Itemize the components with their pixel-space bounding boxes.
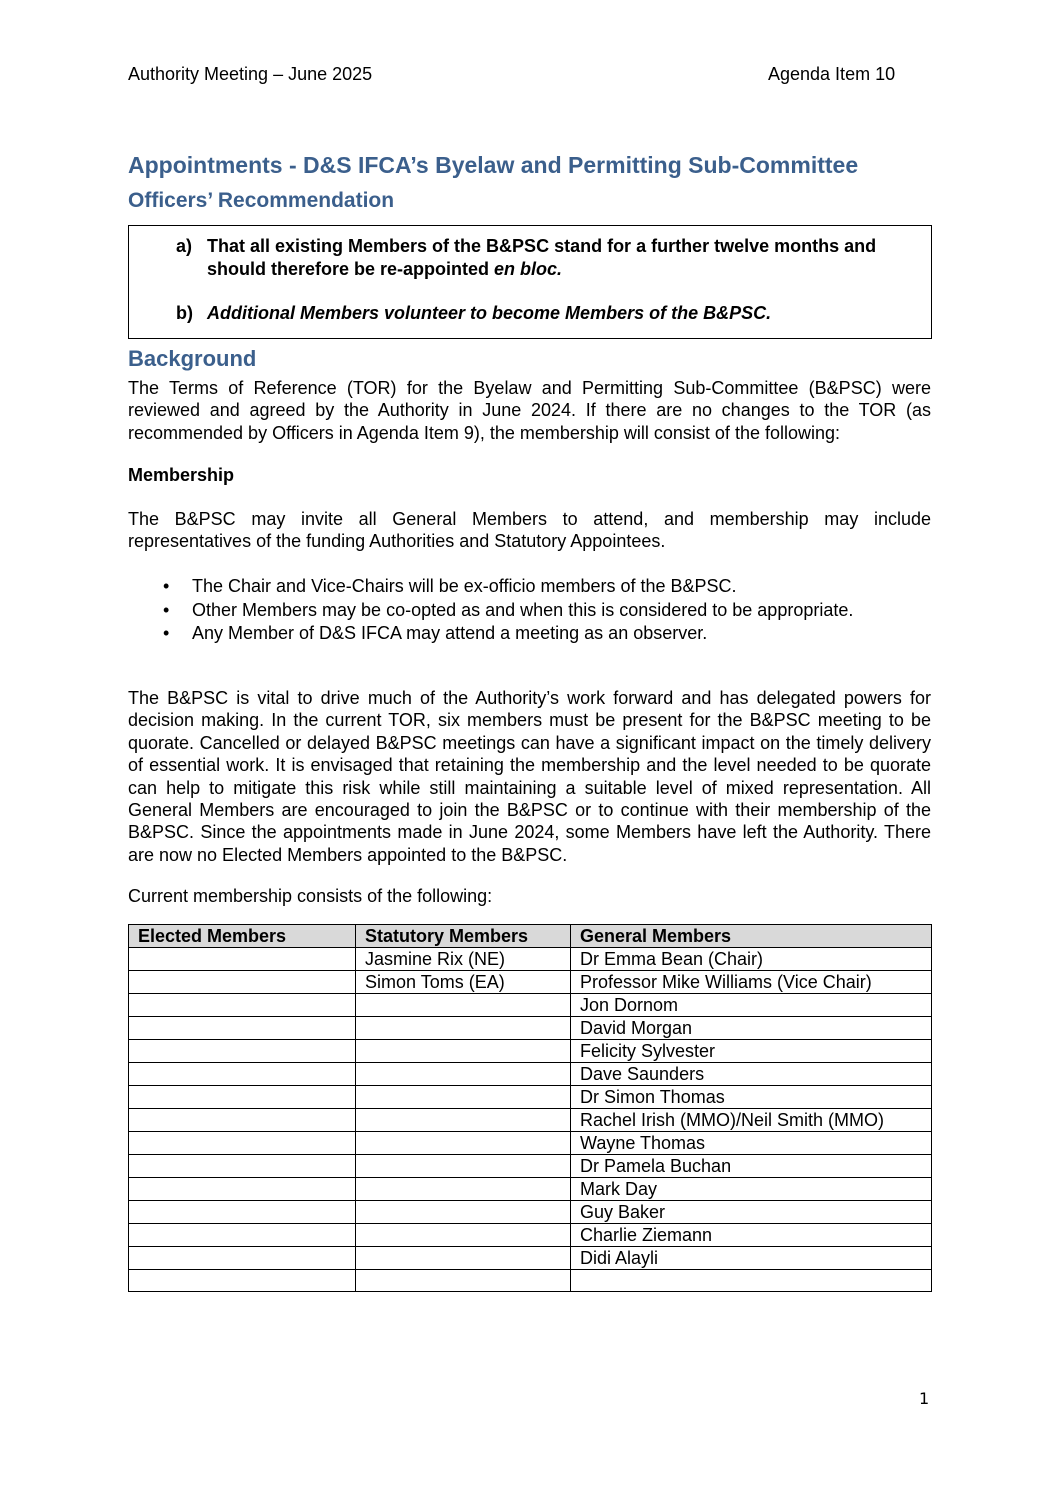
table-cell: David Morgan	[571, 1017, 932, 1040]
table-cell: Dr Simon Thomas	[571, 1086, 932, 1109]
table-cell: Professor Mike Williams (Vice Chair)	[571, 971, 932, 994]
column-header-statutory: Statutory Members	[356, 925, 571, 948]
table-row	[129, 1109, 932, 1132]
table-row	[129, 1063, 932, 1086]
list-item	[128, 599, 931, 623]
recommendation-label: b)	[176, 303, 193, 323]
table-cell: Mark Day	[571, 1178, 932, 1201]
bullet-icon: •	[163, 623, 170, 643]
table-cell	[356, 1040, 571, 1063]
table-cell: Rachel Irish (MMO)/Neil Smith (MMO)	[571, 1109, 932, 1132]
table-cell	[129, 1224, 356, 1247]
bullet-icon: •	[163, 599, 170, 620]
table-cell	[129, 1178, 356, 1201]
recommendation-box	[128, 225, 932, 339]
table-cell	[129, 1132, 356, 1155]
table-cell	[129, 971, 356, 994]
recommendation-text-main: That all existing Members of the B&PSC stand for a further twelve months and should therefore be re-appointed	[207, 236, 877, 279]
table-row	[129, 994, 932, 1017]
page-title: Appointments - D&S IFCA’s Byelaw and Permitting Sub-Committee	[128, 152, 859, 178]
table-row	[129, 1224, 932, 1247]
current-membership-intro: Current membership consists of the following:	[128, 886, 493, 906]
table-row	[129, 1270, 932, 1292]
table-cell	[129, 1270, 356, 1292]
table-row	[129, 1017, 932, 1040]
table-cell: Jasmine Rix (NE)	[356, 948, 571, 971]
table-cell	[356, 1063, 571, 1086]
column-header-general: General Members	[571, 925, 932, 948]
table-cell: Jon Dornom	[571, 994, 932, 1017]
table-cell: Dr Emma Bean (Chair)	[571, 948, 932, 971]
table-cell	[129, 1040, 356, 1063]
section-heading-recommendation: Officers’ Recommendation	[128, 189, 395, 212]
table-cell	[356, 1201, 571, 1224]
header-agenda-item: Agenda Item 10	[768, 64, 896, 84]
table-cell	[129, 1017, 356, 1040]
recommendation-text: Additional Members volunteer to become Members of the B&PSC.	[207, 303, 772, 323]
table-row	[129, 1247, 932, 1270]
membership-table	[128, 924, 932, 1292]
membership-bullet-list	[128, 575, 931, 646]
section-heading-background: Background	[128, 346, 257, 371]
table-cell	[129, 1247, 356, 1270]
table-cell: Simon Toms (EA)	[356, 971, 571, 994]
table-cell	[356, 1270, 571, 1292]
membership-paragraph: The B&PSC may invite all General Members to attend, and membership may include representatives of the funding Authorities and Statutory Appointees.	[128, 509, 931, 552]
bullet-icon: •	[163, 576, 170, 596]
table-cell	[129, 1109, 356, 1132]
table-row	[129, 1040, 932, 1063]
table-cell: Guy Baker	[571, 1201, 932, 1224]
header-meeting: Authority Meeting – June 2025	[128, 64, 373, 84]
table-cell: Charlie Ziemann	[571, 1224, 932, 1247]
recommendation-text	[207, 235, 927, 281]
table-cell	[129, 948, 356, 971]
table-row	[129, 1086, 932, 1109]
table-cell: Didi Alayli	[571, 1247, 932, 1270]
table-cell	[571, 1270, 932, 1292]
table-cell	[356, 1224, 571, 1247]
table-row	[129, 1155, 932, 1178]
table-row	[129, 948, 932, 971]
table-cell	[356, 1178, 571, 1201]
table-cell: Dave Saunders	[571, 1063, 932, 1086]
recommendation-label: a)	[176, 236, 193, 256]
table-cell	[356, 994, 571, 1017]
table-cell: Felicity Sylvester	[571, 1040, 932, 1063]
list-item-text: Any Member of D&S IFCA may attend a meeting as an observer.	[192, 623, 708, 643]
recommendation-text-italic: en bloc.	[494, 259, 563, 279]
table-row	[129, 971, 932, 994]
list-item-text: The Chair and Vice-Chairs will be ex-officio members of the B&PSC.	[192, 576, 737, 596]
table-cell	[129, 1155, 356, 1178]
background-paragraph: The Terms of Reference (TOR) for the Byelaw and Permitting Sub-Committee (B&PSC) were reviewed and agreed by the Authority in June 2024. If there are no changes to the TOR (as recommended by Officers in Agenda Item 9), the membership will consist of the following:	[128, 378, 931, 443]
table-row	[129, 1201, 932, 1224]
table-cell	[356, 1086, 571, 1109]
table-cell	[356, 1247, 571, 1270]
table-cell	[129, 1086, 356, 1109]
quorate-paragraph: The B&PSC is vital to drive much of the Authority’s work forward and has delegated powers for decision making. In the current TOR, six members must be present for the B&PSC meeting to be quorate. Cancelled or delayed B&PSC meetings can have a significant impact on the timely delivery of essential work. It is envisaged that retaining the membership and the level needed to be quorate can help to mitigate this risk while still maintaining a suitable level of mixed representation. All General Members are encouraged to join the B&PSC or to continue with their membership of the B&PSC. Since the appointments made in June 2024, some Members have left the Authority. There are now no Elected Members appointed to the B&PSC.	[128, 688, 931, 865]
membership-heading: Membership	[128, 465, 235, 485]
list-item	[128, 575, 931, 599]
page-number: 1	[919, 1389, 930, 1408]
table-row	[129, 1132, 932, 1155]
table-cell: Wayne Thomas	[571, 1132, 932, 1155]
table-header-row	[129, 925, 932, 948]
table-cell	[129, 994, 356, 1017]
list-item-text: Other Members may be co-opted as and when this is considered to be appropriate.	[192, 599, 854, 620]
table-cell	[356, 1017, 571, 1040]
table-cell	[129, 1201, 356, 1224]
table-body	[129, 948, 932, 1292]
table-cell	[129, 1063, 356, 1086]
list-item	[128, 622, 931, 646]
table-cell	[356, 1132, 571, 1155]
column-header-elected: Elected Members	[129, 925, 356, 948]
table-cell	[356, 1109, 571, 1132]
table-row	[129, 1178, 932, 1201]
table-cell: Dr Pamela Buchan	[571, 1155, 932, 1178]
table-cell	[356, 1155, 571, 1178]
